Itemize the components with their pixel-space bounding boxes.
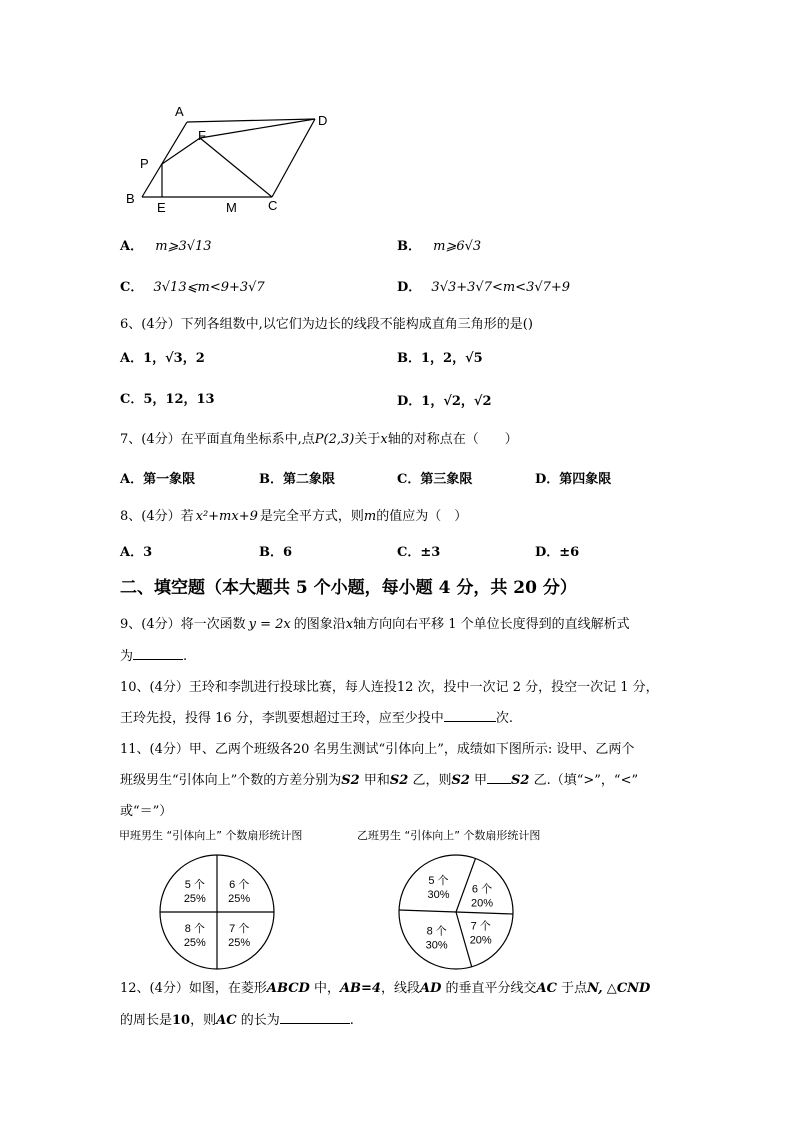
axis-var: x <box>345 617 354 632</box>
stem-text: 轴的对称点在（ ） <box>387 432 518 447</box>
pie-yi-sector-percent: 20% <box>470 897 494 910</box>
label-B: B <box>126 191 135 206</box>
segment-name: AC <box>536 981 557 996</box>
option-text: 第四象限 <box>559 472 612 487</box>
q11-line1: 11、(4分）甲、乙两个班级各20 名男生测试“引体向上”，成绩如下图所示: 设甲、乙两个 <box>120 742 635 757</box>
label-M: M <box>226 200 237 215</box>
pie-jia-sector-label: 5 个 <box>184 878 205 891</box>
rhombus-figure <box>120 100 340 218</box>
stem-text: 9、(4分）将一次函数 <box>120 617 246 632</box>
stem-text: 12、(4分）如图，在菱形 <box>120 981 267 996</box>
option-letter: A． <box>120 545 144 560</box>
variance-symbol: S2 <box>451 773 470 788</box>
q6-stem: 6、(4分）下列各组数中,以它们为边长的线段不能构成直角三角形的是() <box>120 317 533 332</box>
option-letter: A． <box>120 351 144 366</box>
option-letter: B． <box>397 239 421 254</box>
q5-option-c <box>120 276 265 295</box>
option-expr: m⩾3√13 <box>155 239 212 254</box>
option-letter: B． <box>259 472 283 487</box>
point-p: P(2,3) <box>314 432 355 447</box>
option-letter: A． <box>120 472 144 487</box>
answer-blank[interactable] <box>444 709 496 722</box>
stem-text: 王玲先投，投得 16 分，李凯要想超过王玲，应至少投中 <box>120 711 444 726</box>
stem-text: 的值应为（ ） <box>376 509 468 524</box>
q5-option-d <box>397 276 570 295</box>
q8-option-d <box>535 541 579 560</box>
stem-text: 关于 <box>354 432 381 447</box>
q11-line2 <box>120 769 638 788</box>
q9-line2 <box>120 645 187 664</box>
q6-option-c <box>120 388 215 407</box>
pie-yi-sector-percent: 20% <box>469 934 492 947</box>
stem-text: 的垂直平分线交 <box>441 981 537 996</box>
answer-blank[interactable] <box>133 647 183 660</box>
rhombus-name: ABCD <box>266 981 310 996</box>
option-text: 5，12，13 <box>143 392 215 407</box>
perimeter-value: 10 <box>172 1013 191 1028</box>
option-letter: C． <box>397 472 421 487</box>
pie-yi-sector-label: 5 个 <box>428 875 449 888</box>
option-letter: C． <box>397 545 421 560</box>
var-m: m <box>363 509 377 524</box>
q7-option-c <box>397 468 472 487</box>
stem-text: △ <box>602 981 617 996</box>
option-text: 第三象限 <box>420 472 473 487</box>
pie-jia-chart <box>155 850 279 974</box>
q6-option-d <box>397 390 492 409</box>
option-letter: B． <box>259 545 283 560</box>
stem-text: 次. <box>495 711 513 726</box>
triangle-name: CND <box>616 981 651 996</box>
pie-yi-sector-label: 8 个 <box>426 925 447 938</box>
option-text: 1，√2，√2 <box>421 394 492 409</box>
pie-jia-sector-percent: 25% <box>228 892 251 905</box>
pie-yi-sector-divider <box>456 912 513 914</box>
stem-text: 为 <box>120 649 134 664</box>
stem-text: 班级男生“引体向上”个数的方差分别为 <box>120 773 342 788</box>
point-name: N, <box>587 981 603 996</box>
option-letter: D． <box>397 280 422 295</box>
q8-option-b <box>259 541 292 560</box>
stem-text: 乙，则 <box>408 773 452 788</box>
pie-yi-sector-label: 7 个 <box>470 920 491 933</box>
label-E: E <box>157 200 166 215</box>
pie-jia-sector-percent: 25% <box>183 892 206 905</box>
stem-text: . <box>349 1013 354 1028</box>
stem-text: 甲 <box>469 773 488 788</box>
pie-jia-sector-percent: 25% <box>183 937 206 950</box>
variance-symbol: S2 <box>511 773 530 788</box>
label-A: A <box>175 104 184 119</box>
quadratic-expr: x²+mx+9 <box>195 509 258 524</box>
given-length: AB=4 <box>339 981 381 996</box>
stem-text: 乙.（填“>”，“<” <box>529 773 639 788</box>
segment-PF <box>162 138 200 164</box>
option-letter: D． <box>535 545 560 560</box>
pie-jia-sector-label: 8 个 <box>184 923 205 936</box>
option-letter: C． <box>120 280 144 295</box>
q8-option-c <box>397 541 440 560</box>
pie-yi-chart <box>394 850 518 974</box>
stem-text: 8、(4分）若 <box>120 509 194 524</box>
option-text: 1，√3，2 <box>143 351 205 366</box>
stem-text: 的周长是 <box>120 1013 173 1028</box>
q7-stem <box>120 428 518 447</box>
option-expr: m⩾6√3 <box>433 239 482 254</box>
q8-stem <box>120 505 467 524</box>
q7-option-b <box>259 468 335 487</box>
label-D: D <box>318 113 328 128</box>
stem-text: 7、(4分）在平面直角坐标系中,点 <box>120 432 315 447</box>
pie-yi-sector-label: 6 个 <box>471 883 493 896</box>
stem-text: ，线段 <box>380 981 420 996</box>
linear-function: y = 2x <box>248 617 291 632</box>
segment-AB <box>142 122 187 197</box>
q6-option-b <box>397 347 483 366</box>
option-expr: 3√13⩽m<9+3√7 <box>153 280 265 295</box>
pie-yi-sector-percent: 30% <box>427 889 450 902</box>
stem-text: 是完全平方式，则 <box>259 509 364 524</box>
section-title: 二、填空题（本大题共 5 个小题，每小题 4 分，共 20 分） <box>120 578 577 598</box>
label-P: P <box>140 156 149 171</box>
axis-var: x <box>380 432 388 447</box>
option-letter: D． <box>397 394 422 409</box>
pie-jia-title: 甲班男生 “引体向上” 个数扇形统计图 <box>119 829 303 842</box>
option-letter: D． <box>535 472 560 487</box>
q10-line1: 10、(4分）王玲和李凯进行投球比赛，每人连投12 次，投中一次记 2 分，投空一次记 1 分， <box>120 680 659 695</box>
option-text: 1，2，√5 <box>421 351 483 366</box>
variance-symbol: S2 <box>341 773 360 788</box>
pie-yi-sector-divider <box>399 910 456 912</box>
option-text: 第二象限 <box>283 472 336 487</box>
option-letter: A． <box>120 239 144 254</box>
stem-text: ，则 <box>190 1013 217 1028</box>
stem-text: 于点 <box>556 981 588 996</box>
option-letter: C． <box>120 392 144 407</box>
q5-option-a <box>120 235 212 254</box>
pie-yi-title: 乙班男生 “引体向上” 个数扇形统计图 <box>357 829 541 842</box>
option-expr: 3√3+3√7<m<3√7+9 <box>431 280 571 295</box>
option-text: 6 <box>283 545 293 560</box>
segment-CD <box>272 119 315 197</box>
q5-option-b <box>397 235 481 254</box>
stem-text: 甲和 <box>359 773 390 788</box>
pie-jia-sector-label: 7 个 <box>229 923 250 936</box>
pie-jia-sector-percent: 25% <box>228 937 251 950</box>
q11-line3: 或“＝”） <box>120 804 173 819</box>
stem-text: 轴方向向右平移 1 个单位长度得到的直线解析式 <box>353 617 630 632</box>
q12-line1 <box>120 977 650 996</box>
q7-option-d <box>535 468 611 487</box>
stem-text: 中， <box>309 981 340 996</box>
option-text: ±3 <box>420 545 441 560</box>
segment-name: AD <box>420 981 442 996</box>
answer-blank[interactable] <box>487 771 511 784</box>
answer-blank[interactable] <box>280 1011 350 1024</box>
q8-option-a <box>120 541 152 560</box>
pie-yi-sector-percent: 30% <box>425 939 448 952</box>
q9-line1 <box>120 613 630 632</box>
q10-line2 <box>120 707 513 726</box>
q7-option-a <box>120 468 195 487</box>
pie-jia-sector-label: 6 个 <box>229 878 250 891</box>
q6-option-a <box>120 347 205 366</box>
label-C: C <box>268 198 278 213</box>
option-text: 第一象限 <box>143 472 196 487</box>
label-F: F <box>198 128 206 143</box>
stem-text: 的长为 <box>236 1013 280 1028</box>
option-text: 3 <box>143 545 153 560</box>
option-text: ±6 <box>559 545 580 560</box>
segment-AD <box>187 119 315 122</box>
segment-name: AC <box>216 1013 237 1028</box>
stem-text: 的图象沿 <box>293 617 346 632</box>
option-letter: B． <box>397 351 421 366</box>
segment-FC <box>200 138 272 197</box>
stem-text: . <box>183 649 188 664</box>
variance-symbol: S2 <box>389 773 409 788</box>
q12-line2 <box>120 1009 354 1028</box>
